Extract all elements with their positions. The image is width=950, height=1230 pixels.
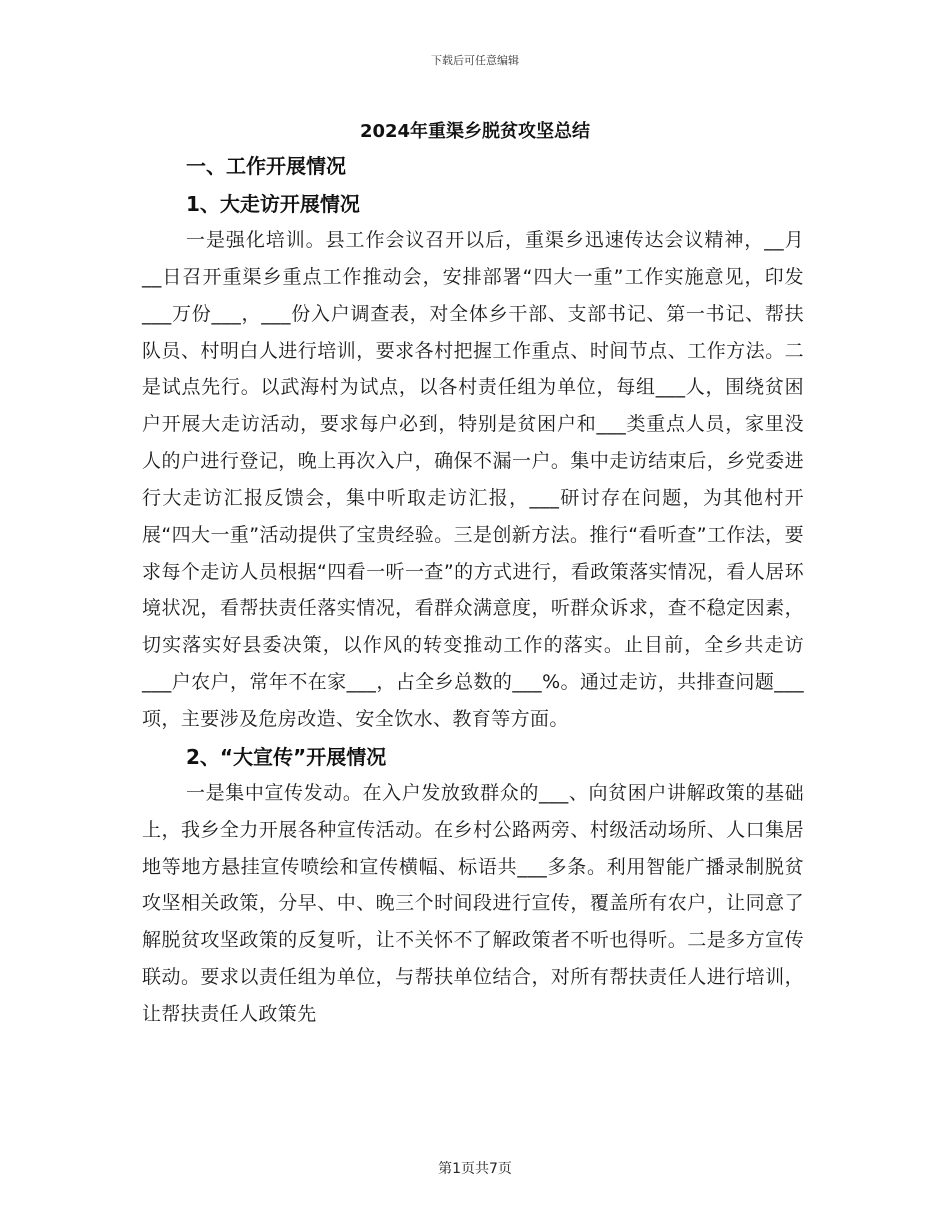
- paragraph-publicity: 一是集中宣传发动。在入户发放致群众的___、向贫困户讲解政策的基础上，我乡全力开展各种宣传活动。在乡村公路两旁、村级活动场所、人口集居地等地方悬挂宣传喷绘和宣传横幅、标语共___多条。利用智能广播录制脱贫攻坚相关政策，分早、中、晚三个时间段进行宣传，覆盖所有农户，让同意了解脱贫攻坚政策的反复听，让不关怀不了解政策者不听也得听。二是多方宣传联动。要求以责任组为单位，与帮扶单位结合，对所有帮扶责任人进行培训，让帮扶责任人政策先: [142, 781, 804, 1025]
- subsection-heading-publicity: 2、“大宣传”开展情况: [186, 744, 387, 769]
- section-heading-work-status: 一、工作开展情况: [186, 154, 346, 178]
- subsection-heading-visits: 1、大走访开展情况: [186, 192, 360, 216]
- paragraph-visits: 一是强化培训。县工作会议召开以后，重渠乡迅速传达会议精神，__月__日召开重渠乡重点工作推动会，安排部署“四大一重”工作实施意见，印发___万份___，___份入户调查表，对全体乡干部、支部书记、第一书记、帮扶队员、村明白人进行培训，要求各村把握工作重点、时间节点、工作方法。二是试点先行。以武海村为试点，以各村责任组为单位，每组___人，围绕贫困户开展大走访活动，要求每户必到，特别是贫困户和___类重点人员，家里没人的户进行登记，晚上再次入户，确保不漏一户。集中走访结束后，乡党委进行大走访汇报反馈会，集中听取走访汇报，___研讨存在问题，为其他村开展“四大一重”活动提供了宝贵经验。三是创新方法。推行“看听查”工作法，要求每个走访人员根据“四看一听一查”的方式进行，看政策落实情况，看人居环境状况，看帮扶责任落实情况，看群众满意度，听群众诉求，查不稳定因素，切实落实好县委决策，以作风的转变推动工作的落实。止目前，全乡共走访___户农户，常年不在家___，占全乡总数的___%。通过走访，共排查问题___项，主要涉及危房改造、安全饮水、教育等方面。: [142, 229, 804, 730]
- page-number-indicator: 第1页共7页: [438, 1161, 512, 1177]
- page-header-note: 下载后可任意编辑: [431, 54, 519, 67]
- document-title: 2024年重渠乡脱贫攻坚总结: [359, 121, 591, 142]
- document-body: [142, 146, 804, 1033]
